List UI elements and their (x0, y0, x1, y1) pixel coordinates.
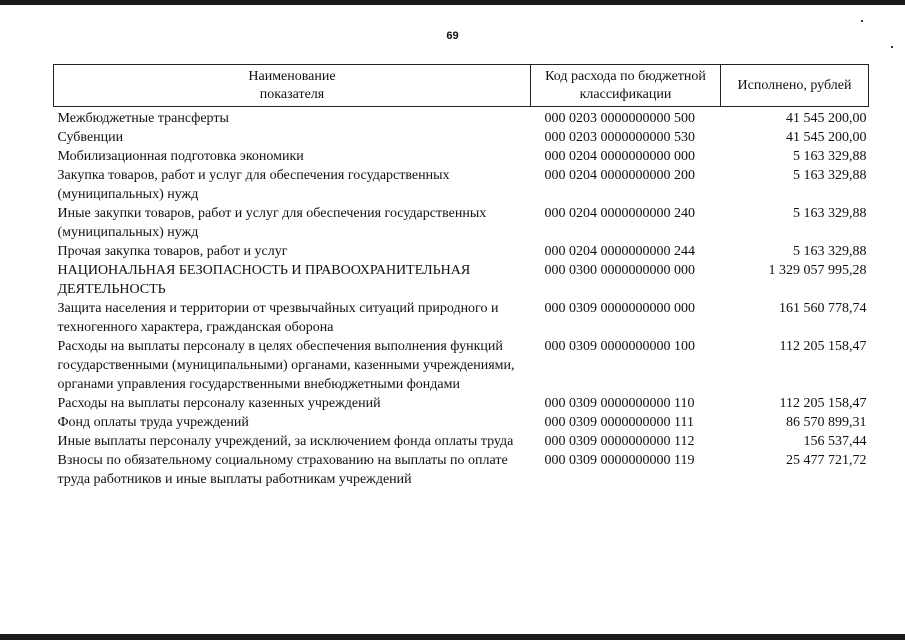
budget-table (53, 64, 869, 489)
row-amount: 112 205 158,47 (779, 339, 867, 354)
row-amount: 112 205 158,47 (779, 396, 867, 411)
row-code: 000 0203 0000000000 500 (544, 111, 695, 126)
header-name-line1: Наименование (248, 68, 336, 84)
row-name: Взносы по обязательному социальному страхованию на выплаты по оплате труда работников и иные выплаты работникам учреждений (57, 453, 508, 487)
row-amount: 1 329 057 995,28 (768, 263, 867, 278)
row-amount: 5 163 329,88 (793, 206, 867, 221)
row-name: Расходы на выплаты персоналу в целях обеспечения выполнения функций государственными (муниципальными) органами, казенными учреждениями, органами управления государственными внебюджетными фондами (57, 339, 515, 392)
table-row (54, 299, 869, 337)
table-row (54, 432, 869, 451)
row-code: 000 0300 0000000000 000 (544, 263, 695, 278)
row-name: Субвенции (57, 130, 124, 145)
table-row (54, 451, 869, 489)
page-number: 69 (446, 30, 459, 42)
row-code: 000 0309 0000000000 112 (544, 434, 695, 449)
row-code: 000 0204 0000000000 244 (544, 244, 695, 259)
row-amount: 25 477 721,72 (786, 453, 867, 468)
row-name: Прочая закупка товаров, работ и услуг (57, 244, 288, 259)
header-code-line2: классификации (579, 86, 672, 102)
table-row (54, 107, 869, 129)
table-row (54, 337, 869, 394)
row-name: Закупка товаров, работ и услуг для обеспечения государственных (муниципальных) нужд (57, 168, 450, 202)
scan-top-edge (0, 0, 905, 5)
table-row (54, 204, 869, 242)
row-name: Расходы на выплаты персоналу казенных учреждений (57, 396, 381, 411)
header-code (531, 65, 721, 107)
header-amount: Исполнено, рублей (721, 65, 869, 107)
header-name (54, 65, 531, 107)
table-row (54, 394, 869, 413)
header-name-line2: показателя (259, 86, 325, 102)
row-amount: 5 163 329,88 (793, 244, 867, 259)
row-amount: 86 570 899,31 (786, 415, 867, 430)
row-name: НАЦИОНАЛЬНАЯ БЕЗОПАСНОСТЬ И ПРАВООХРАНИТЕЛЬНАЯ ДЕЯТЕЛЬНОСТЬ (57, 263, 471, 297)
table-row (54, 147, 869, 166)
header-code-line1: Код расхода по бюджетной (545, 68, 706, 84)
row-amount: 161 560 778,74 (779, 301, 867, 316)
row-name: Защита населения и территории от чрезвычайных ситуаций природного и техногенного характера, гражданская оборона (57, 301, 499, 335)
row-amount: 5 163 329,88 (793, 168, 867, 183)
table-row (54, 242, 869, 261)
row-name: Межбюджетные трансферты (57, 111, 229, 126)
scan-speck (861, 20, 863, 22)
row-name: Мобилизационная подготовка экономики (57, 149, 304, 164)
table-row (54, 261, 869, 299)
scan-speck (891, 46, 893, 48)
row-code: 000 0309 0000000000 100 (544, 339, 695, 354)
row-amount: 5 163 329,88 (793, 149, 867, 164)
row-code: 000 0204 0000000000 240 (544, 206, 695, 221)
row-code: 000 0309 0000000000 110 (544, 396, 695, 411)
row-amount: 41 545 200,00 (786, 130, 867, 145)
table-header (54, 65, 869, 107)
row-amount: 156 537,44 (803, 434, 867, 449)
row-code: 000 0203 0000000000 530 (544, 130, 695, 145)
table-row (54, 413, 869, 432)
row-amount: 41 545 200,00 (786, 111, 867, 126)
row-name: Иные выплаты персоналу учреждений, за исключением фонда оплаты труда (57, 434, 514, 449)
row-code: 000 0204 0000000000 000 (544, 149, 695, 164)
row-code: 000 0309 0000000000 119 (544, 453, 695, 468)
row-code: 000 0204 0000000000 200 (544, 168, 695, 183)
row-name: Иные закупки товаров, работ и услуг для обеспечения государственных (муниципальных) нужд (57, 206, 487, 240)
table-row (54, 166, 869, 204)
table-row (54, 128, 869, 147)
row-name: Фонд оплаты труда учреждений (57, 415, 249, 430)
scan-bottom-edge (0, 634, 905, 640)
row-code: 000 0309 0000000000 111 (544, 415, 694, 430)
table-body (54, 107, 869, 490)
row-code: 000 0309 0000000000 000 (544, 301, 695, 316)
